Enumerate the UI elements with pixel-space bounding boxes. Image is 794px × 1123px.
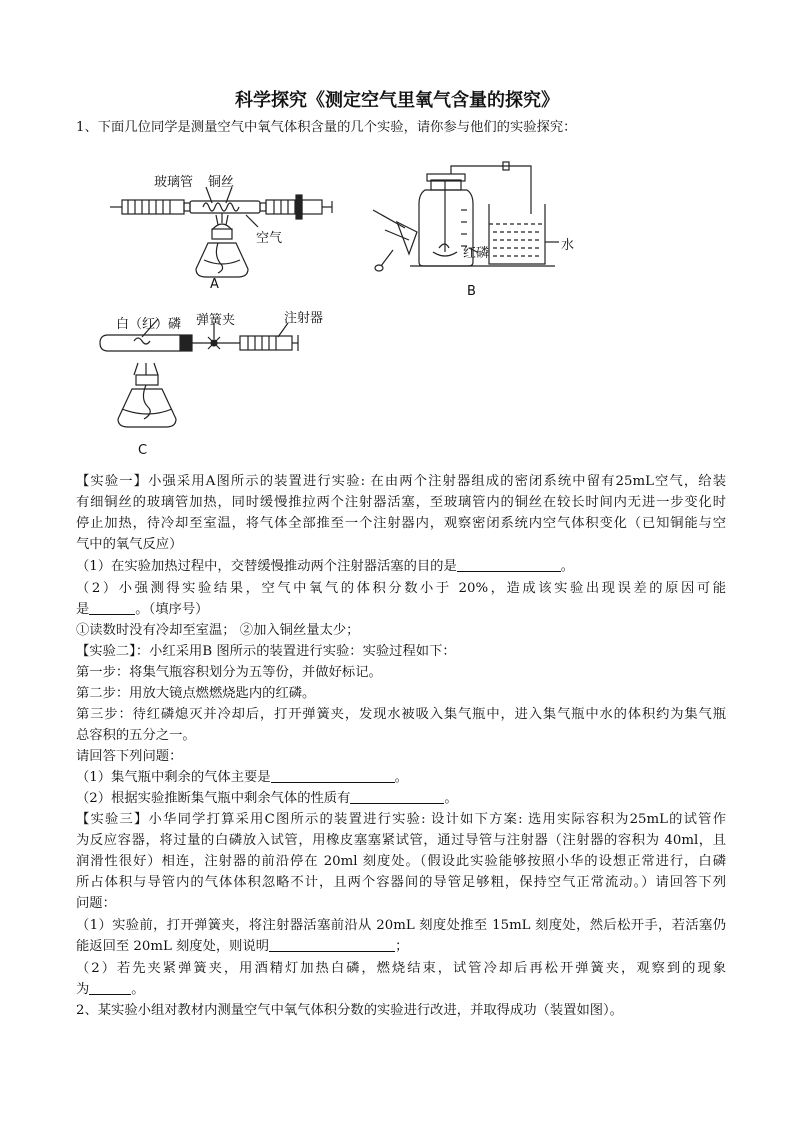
figure-c [98,305,338,460]
page-title: 科学探究《测定空气里氧气含量的探究》 [235,90,559,111]
label-spring-clamp: 弹簧夹 [196,313,236,328]
exp2-question-1 [76,768,726,788]
exp3-question-1-line-2 [76,937,726,957]
label-syringe: 注射器 [284,311,324,326]
exp1-q1-text: （1）在实验加热过程中，交替缓慢推动两个注射器活塞的目的是 [76,559,457,574]
exp1-options: ①读数时没有冷却至室温； ②加入铜丝量太少； [76,623,360,638]
exp1-q1-answer-blank[interactable] [457,557,561,572]
exp1-q1-end: 。 [560,559,575,574]
exp2-step-1: 第一步：将集气瓶容积划分为五等份，并做好标记。 [76,665,382,680]
exp3-question-2-line-1: （2）若先夹紧弹簧夹，用酒精灯加热白磷，燃烧结束，试管冷却后再松开弹簧夹，观察到的现象 [76,961,726,976]
exp3-q1-answer-blank[interactable] [269,937,395,952]
exp3-line-4: 所占体积与导管内的气体体积忽略不计，且两个容器间的导管足够粗，保持空气正常流动。）请回答下列 [76,875,726,890]
exp3-q2-text: 为 [76,982,90,997]
caption-c: C [138,443,148,458]
caption-a: A [210,277,219,292]
label-copper-wire: 铜丝 [208,175,235,190]
exp2-question-2 [76,789,726,809]
exp1-q2-answer-blank[interactable] [89,600,135,615]
exp1-q2-end: 。（填序号） [135,602,209,617]
exp2-step-3-line-2: 总容积的五分之一。 [76,728,196,743]
exp2-line-1: 【实验二】：小红采用B 图所示的装置进行实验：实验过程如下： [76,644,456,659]
exp3-question-2-line-2 [76,980,726,1000]
exp2-step-2: 第二步：用放大镜点燃燃烧匙内的红磷。 [76,686,316,701]
exp1-line-2: 有细铜丝的玻璃管加热，同时缓慢推拉两个注射器活塞，至玻璃管内的铜丝在较长时间内无进一步变化时 [76,495,726,510]
exp1-question-2-line-1: （2）小强测得实验结果，空气中氧气的体积分数小于 20%，造成该实验出现误差的原因可能 [76,581,726,596]
exp3-q1-end: ； [395,939,409,954]
exp3-question-1-line-1: （1）实验前，打开弹簧夹，将注射器活塞前沿从 20mL 刻度处推至 15mL 刻度处，然后松开手，若活塞仍 [76,918,726,933]
exp1-question-1 [76,557,726,577]
exp2-q1-end: 。 [394,770,408,785]
exp3-q2-answer-blank[interactable] [89,980,131,995]
caption-b: B [467,284,476,299]
exp1-line-4: 气中的氧气反应） [76,537,183,552]
question-2-intro: 2、某实验小组对教材内测量空气中氧气体积分数的实验进行改进，并取得成功（装置如图）。 [76,1003,623,1018]
label-red-phosphorus: 红磷 [463,246,490,261]
question-1-intro: 1、下面几位同学是测量空气中氧气体积含量的几个实验，请你参与他们的实验探究： [76,120,577,135]
exp3-line-1: 【实验三】小华同学打算采用C图所示的装置进行实验: 设计如下方案: 选用实际容积为25mL的试管作 [76,812,726,827]
exp2-step-3-line-1: 第三步：待红磷熄灭并冷却后，打开弹簧夹，发现水被吸入集气瓶中，进入集气瓶中水的体积约为集气瓶 [76,707,726,722]
exp2-q1-answer-blank[interactable] [271,768,395,783]
exp2-q2-end: 。 [444,791,458,806]
exp1-line-1: 【实验一】小强采用A图所示的装置进行实验: 在由两个注射器组成的密闭系统中留有25mL空气，给装 [76,474,726,489]
exp2-q1-text: （1）集气瓶中剩余的气体主要是 [76,770,271,785]
label-glass-tube: 玻璃管 [154,175,194,190]
figure-b [365,148,595,300]
exp3-line-3: 润滑性很好）相连，注射器的前沿停在 20ml 刻度处。（假设此实验能够按照小华的设想正常进行，白磷 [76,854,726,869]
label-water: 水 [561,238,575,253]
label-air: 空气 [256,231,283,246]
exp1-question-2-line-2 [76,600,726,620]
figure-a [108,165,338,300]
exp1-q2-text: 是 [76,602,90,617]
exp2-q2-text: （2）根据实验推断集气瓶中剩余气体的性质有 [76,791,351,806]
exp3-line-5: 问题： [76,896,116,911]
exp2-ask: 请回答下列问题： [76,749,183,764]
exp2-q2-answer-blank[interactable] [350,789,444,804]
label-white-red-phosphorus: 白（红）磷 [116,317,182,332]
exp1-line-3: 停止加热，待冷却至室温，将气体全部推至一个注射器内，观察密闭系统内空气体积变化（已知铜能与空 [76,516,726,531]
figure-b-drawing [365,148,595,300]
exp3-q2-end: 。 [131,982,145,997]
exp3-line-2: 为反应容器，将过量的白磷放入试管，用橡皮塞塞紧试管，通过导管与注射器（注射器的容积为 40ml，且 [76,833,726,848]
exp3-q1-text: 能返回至 20mL 刻度处，则说明 [76,939,270,954]
